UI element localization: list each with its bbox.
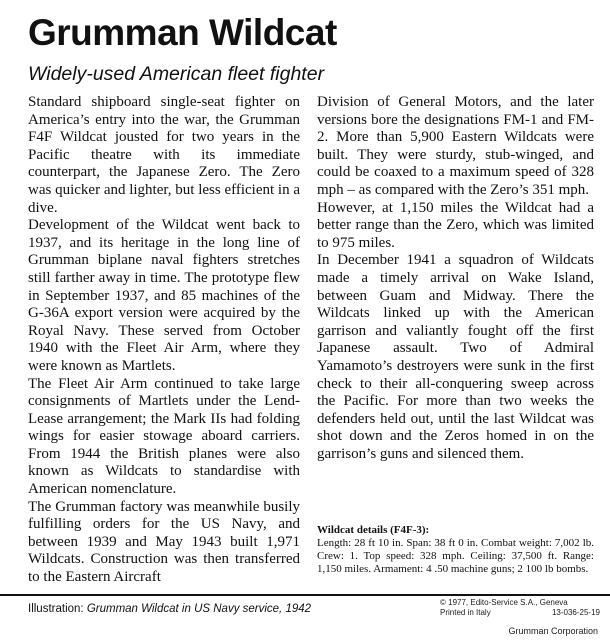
right-paragraph: Division of General Motors, and the later versions bore the designations FM-1 and FM-2. More than 5,900 Eastern Wildcats were built. They were sturdy, stub-winged, and could be coaxed to a maximum speed of 328 mph – as compared with the Zero’s 351 mph. <box>317 94 594 198</box>
copyright-text: © 1977, Edito-Service S.A., Geneva <box>440 598 568 607</box>
illustration-caption: Grumman Wildcat in US Navy service, 1942 <box>86 603 312 615</box>
illustration-label: Illustration: <box>28 603 84 615</box>
page-subtitle: Widely-used American fleet fighter <box>28 63 325 85</box>
printed-in-text: Printed in Italy <box>440 608 491 617</box>
footer-divider <box>0 594 610 596</box>
right-paragraph: However, at 1,150 miles the Wildcat had a better range than the Zero, which was limited to 975 miles. <box>317 199 594 251</box>
left-column <box>28 94 300 587</box>
right-paragraph: In December 1941 a squadron of Wildcats made a timely arrival on Wake Island, between Guam and Midway. There the Wildcats linked up with the American garrison and valiantly fought off the first Japanese assault. Two of Admiral Yamamoto’s destroyers were sunk in the first check to their all-conquering sweep across the Pacific. For more than two weeks the defenders held out, until the last Wildcat was shot down and the Zeros homed in on the garrison’s guns and silenced them. <box>317 252 594 462</box>
left-paragraph: Standard shipboard single-seat fighter on America’s entry into the war, the Grumman F4F Wildcat jousted for two years in the Pacific theatre with its immediate counterpart, the Japanese Zero. The Zero was quicker and lighter, but less efficient in a dive. <box>28 94 300 216</box>
left-paragraph: The Grumman factory was meanwhile busily fulfilling orders for the US Navy, and between 1939 and May 1943 built 1,971 Wildcats. Construction was then transferred to the Eastern Aircraft <box>28 498 300 586</box>
left-paragraph: Development of the Wildcat went back to 1937, and its heritage in the long line of Grumman biplane naval fighters stretches still farther away in time. The prototype flew in September 1937, and 85 machines of the G-36A export version were acquired by the Royal Navy. These served from October 1940 with the Fleet Air Arm, where they were known as Martlets. <box>28 217 300 374</box>
left-paragraph: The Fleet Air Arm continued to take large consignments of Martlets under the Lend-Lease arrangement; the Mark IIs had folding wings for easier stowage aboard carriers. From 1944 the British planes were also known as Wildcats to standardise with American nomenclature. <box>28 375 300 498</box>
card-code: 13-036-25-19 <box>551 608 600 617</box>
page-title: Grumman Wildcat <box>28 12 337 53</box>
corporation-credit: Grumman Corporation <box>508 626 598 636</box>
specifications-heading: Wildcat details (F4F-3): <box>317 524 430 536</box>
illustration-credit <box>28 603 311 615</box>
publisher-info <box>440 598 600 618</box>
right-column <box>317 94 594 463</box>
specifications-box <box>317 524 594 576</box>
specifications-text: Length: 28 ft 10 in. Span: 38 ft 0 in. Combat weight: 7,002 lb. Crew: 1. Top speed: 328 mph. Ceiling: 37,500 ft. Range: 1,150 miles. Armament: 4 .50 machine guns; 2 100 lb bombs. <box>317 537 594 575</box>
